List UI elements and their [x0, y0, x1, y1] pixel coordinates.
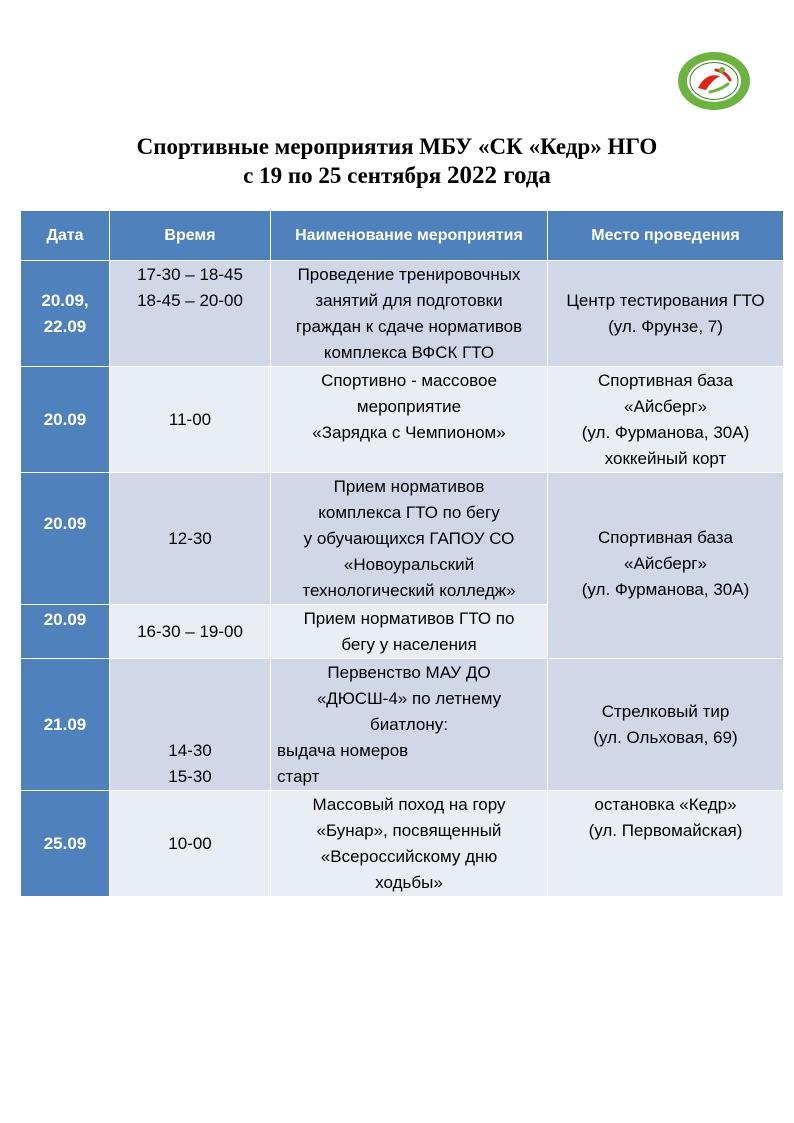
event-cell	[271, 659, 548, 791]
title-line-2	[0, 161, 794, 190]
table-row	[21, 473, 784, 605]
place-cell	[548, 367, 784, 473]
date-text: 20.09, 22.09	[41, 290, 89, 336]
header-time: Время	[110, 211, 271, 261]
time-cell	[110, 605, 271, 659]
time-cell	[110, 473, 271, 605]
place-line: Спортивная база	[598, 371, 733, 390]
place-line: (ул. Первомайская)	[588, 821, 743, 840]
event-line: «ДЮСШ-4» по летнему	[316, 689, 502, 708]
event-cell	[271, 791, 548, 897]
event-line: комплекса ГТО по бегу	[318, 503, 500, 522]
event-line: занятий для подготовки	[315, 291, 503, 310]
time-line: 12-30	[168, 529, 212, 548]
event-item: старт	[277, 767, 320, 786]
place-cell	[548, 659, 784, 791]
time-line: 10-00	[168, 834, 212, 853]
event-line: биатлону:	[370, 715, 448, 734]
title-line-1: Спортивные мероприятия МБУ «СК «Кедр» НГО	[136, 134, 658, 159]
place-line: (ул. Ольховая, 69)	[593, 728, 738, 747]
date-cell: 20.09	[21, 367, 110, 473]
place-cell	[548, 261, 784, 367]
event-line: Массовый поход на гору	[312, 795, 506, 814]
place-line: (ул. Фурманова, 30А)	[581, 423, 750, 442]
event-line: Первенство МАУ ДО	[327, 663, 491, 682]
time-line: 14-30	[168, 741, 212, 760]
place-cell	[548, 791, 784, 897]
time-line: 17-30 – 18-45	[137, 265, 243, 284]
time-line: 15-30	[168, 767, 212, 786]
table-row	[21, 261, 784, 367]
event-item: выдача номеров	[277, 741, 409, 760]
time-cell	[110, 791, 271, 897]
page-title	[0, 132, 794, 190]
event-line: Спортивно - массовое	[321, 371, 497, 390]
event-line: «Новоуральский	[343, 555, 475, 574]
time-cell	[110, 367, 271, 473]
header-place: Место проведения	[548, 211, 784, 261]
time-cell	[110, 261, 271, 367]
club-logo	[676, 50, 752, 112]
event-line: комплекса ВФСК ГТО	[323, 343, 495, 362]
date-cell: 20.09	[21, 605, 110, 659]
place-line: «Айсберг»	[624, 397, 707, 416]
time-line: 18-45 – 20-00	[137, 291, 243, 310]
table-row	[21, 659, 784, 791]
place-line: (ул. Фурманова, 30А)	[581, 580, 750, 599]
title-dates: с 19 по 25 сентября	[243, 163, 447, 188]
place-line: (ул. Фрунзе, 7)	[608, 317, 723, 336]
event-cell	[271, 473, 548, 605]
event-line: технологический колледж»	[302, 581, 516, 600]
date-cell: 20.09	[21, 473, 110, 605]
table-row	[21, 791, 784, 897]
date-cell: 21.09	[21, 659, 110, 791]
event-line: Прием нормативов ГТО по	[303, 609, 515, 628]
event-line: «Зарядка с Чемпионом»	[312, 423, 506, 442]
header-date: Дата	[21, 211, 110, 261]
event-line: «Бунар», посвященный	[316, 821, 502, 840]
event-line: «Всероссийскому дню	[320, 847, 498, 866]
header-event: Наименование мероприятия	[271, 211, 548, 261]
event-line: бегу у населения	[341, 635, 477, 654]
place-line: «Айсберг»	[624, 554, 707, 573]
club-logo-emblem-icon	[676, 50, 752, 112]
table-row	[21, 367, 784, 473]
event-cell	[271, 605, 548, 659]
place-line: остановка «Кедр»	[594, 795, 737, 814]
place-line: Спортивная база	[598, 528, 733, 547]
place-line: хоккейный корт	[604, 449, 727, 468]
time-cell	[110, 659, 271, 791]
place-line: Стрелковый тир	[601, 702, 730, 721]
table-header-row	[21, 211, 784, 261]
place-cell	[548, 473, 784, 659]
time-line: 11-00	[168, 410, 212, 429]
event-line: Прием нормативов	[333, 477, 485, 496]
event-line: Проведение тренировочных	[297, 265, 521, 284]
time-line: 16-30 – 19-00	[137, 622, 243, 641]
event-line: мероприятие	[356, 397, 462, 416]
event-line: граждан к сдаче нормативов	[295, 317, 523, 336]
event-cell	[271, 367, 548, 473]
title-year: 2022 года	[446, 162, 551, 189]
event-line: ходьбы»	[375, 873, 443, 892]
place-line: Центр тестирования ГТО	[566, 291, 765, 310]
event-cell	[271, 261, 548, 367]
schedule-table	[20, 210, 784, 897]
date-cell	[21, 261, 110, 367]
date-cell: 25.09	[21, 791, 110, 897]
event-line: у обучающихся ГАПОУ СО	[303, 529, 515, 548]
